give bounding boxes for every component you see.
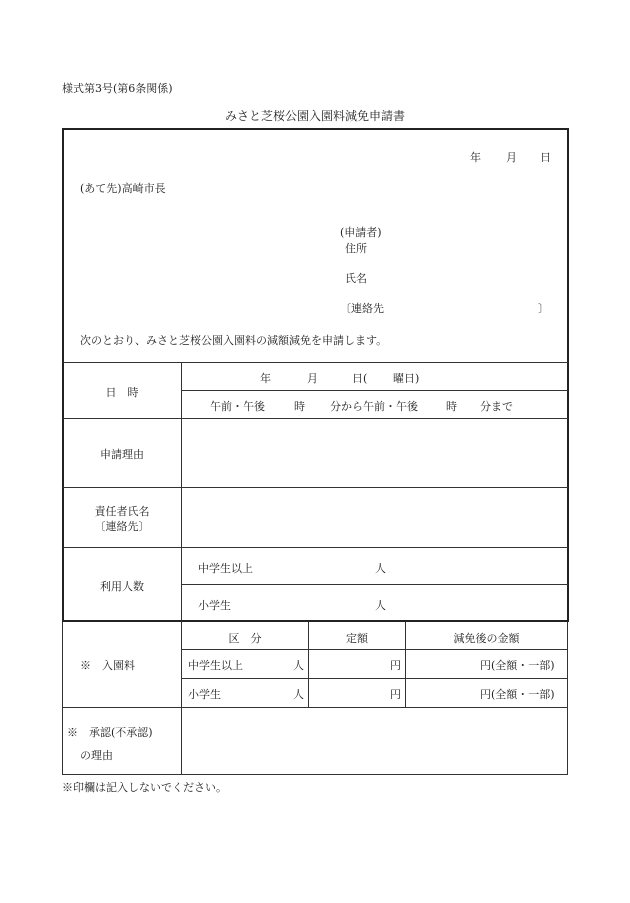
contact-label: 〔連絡先	[340, 302, 384, 315]
applicant-label: (申請者)	[340, 226, 382, 239]
date-year-label: 年	[470, 151, 481, 164]
fee-row-after: 円(全額・一部)	[480, 688, 555, 701]
contact-close-bracket: 〕	[538, 302, 549, 315]
fee-row-yen: 円	[390, 688, 401, 701]
users-row-category: 中学生以上	[198, 562, 253, 575]
fee-label: ※ 入園料	[80, 659, 135, 672]
users-row-category: 小学生	[198, 599, 231, 612]
approval-label: ※ 承認(不承認)	[67, 726, 153, 739]
fee-row-unit: 人	[293, 659, 304, 672]
divider	[63, 547, 568, 548]
divider	[63, 362, 568, 363]
address-label: 住所	[345, 242, 367, 255]
fee-row-category: 小学生	[188, 688, 221, 701]
divider	[62, 622, 63, 775]
schedule-hour-to: 時	[446, 400, 457, 413]
date-day-label: 日	[540, 151, 551, 164]
fee-row-unit: 人	[293, 688, 304, 701]
divider	[181, 584, 568, 585]
divider	[63, 418, 568, 419]
fee-row-yen: 円	[390, 659, 401, 672]
users-row-unit: 人	[375, 562, 386, 575]
reason-label: 申請理由	[100, 448, 144, 461]
divider	[181, 649, 568, 650]
fee-row-after: 円(全額・一部)	[480, 659, 555, 672]
fee-header-after: 減免後の金額	[453, 632, 520, 645]
schedule-until: 分まで	[480, 400, 513, 413]
schedule-from-to: 分から午前・午後	[330, 400, 418, 413]
document-title: みさと芝桜公園入園料減免申請書	[224, 109, 405, 123]
divider	[181, 678, 568, 679]
schedule-hour-from: 時	[294, 400, 305, 413]
schedule-ampm-from: 午前・午後	[210, 400, 265, 413]
schedule-year-label: 年	[260, 372, 271, 385]
fee-row-category: 中学生以上	[188, 659, 243, 672]
divider	[62, 774, 568, 775]
users-row-unit: 人	[375, 599, 386, 612]
users-label: 利用人数	[100, 580, 144, 593]
form-number: 様式第3号(第6条関係)	[62, 82, 173, 95]
divider	[181, 363, 182, 621]
divider	[181, 390, 568, 391]
fee-header-category: 区 分	[228, 632, 262, 645]
addressee: (あて先)高崎市長	[80, 182, 166, 195]
schedule-weekday-label: 曜日)	[393, 372, 420, 385]
schedule-day-label: 日(	[352, 372, 368, 385]
schedule-label: 日 時	[105, 386, 139, 399]
responsible-name-label: 責任者氏名	[94, 505, 150, 518]
responsible-contact-label: 〔連絡先〕	[94, 520, 150, 533]
divider	[62, 707, 568, 708]
footnote: ※印欄は記入しないでください。	[62, 781, 227, 794]
name-label: 氏名	[345, 272, 367, 285]
application-statement: 次のとおり、みさと芝桜公園入園料の減額減免を申請します。	[80, 334, 388, 347]
divider	[567, 622, 568, 775]
schedule-month-label: 月	[307, 372, 318, 385]
fee-header-fixed: 定額	[346, 632, 368, 645]
divider	[63, 487, 568, 488]
approval-reason-label: の理由	[80, 749, 113, 762]
date-month-label: 月	[506, 151, 517, 164]
